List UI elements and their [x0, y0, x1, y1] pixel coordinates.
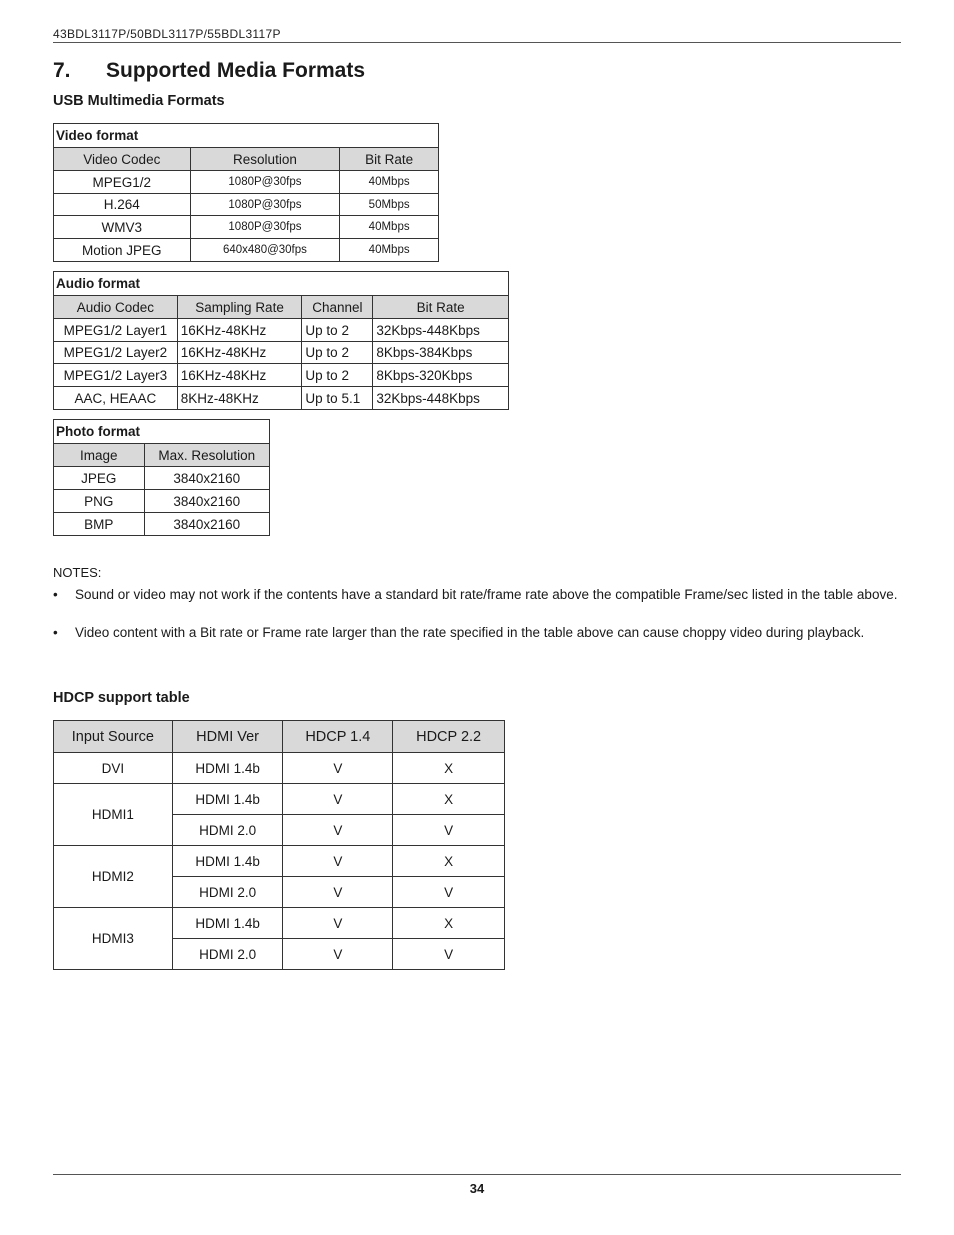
audio-format-table	[53, 271, 509, 410]
table-cell: AAC, HEAAC	[54, 387, 178, 410]
table-cell: V	[283, 815, 393, 846]
column-header: Channel	[302, 296, 373, 319]
table-cell: 8KHz-48KHz	[177, 387, 302, 410]
column-header: Audio Codec	[54, 296, 178, 319]
table-row	[54, 387, 509, 410]
header-divider	[53, 42, 901, 43]
table-row	[54, 194, 439, 216]
table-cell: H.264	[54, 194, 191, 216]
table-cell: V	[393, 877, 505, 908]
table-cell: V	[283, 753, 393, 784]
input-source-cell: DVI	[54, 753, 173, 784]
table-cell: HDMI 2.0	[172, 815, 283, 846]
table-cell: 3840x2160	[144, 490, 269, 513]
table-cell: V	[283, 846, 393, 877]
table-cell: X	[393, 753, 505, 784]
table-cell: BMP	[54, 513, 145, 536]
column-header: Video Codec	[54, 148, 191, 171]
bullet-marker: •	[53, 587, 58, 602]
table-cell: Up to 2	[302, 319, 373, 342]
table-cell: 1080P@30fps	[190, 216, 340, 239]
table-row	[54, 319, 509, 342]
table-row	[54, 171, 439, 194]
video-format-table	[53, 123, 439, 262]
table-cell: 40Mbps	[340, 171, 439, 194]
table-row	[54, 513, 270, 536]
table-row	[54, 784, 505, 815]
table-row	[54, 908, 505, 939]
table-cell: 16KHz-48KHz	[177, 364, 302, 387]
table-row	[54, 846, 505, 877]
table-cell: V	[283, 784, 393, 815]
table-cell: V	[393, 939, 505, 970]
table-cell: MPEG1/2 Layer3	[54, 364, 178, 387]
table-cell: V	[283, 877, 393, 908]
table-cell: 8Kbps-320Kbps	[373, 364, 509, 387]
table-row	[54, 490, 270, 513]
table-cell: HDMI 2.0	[172, 877, 283, 908]
table-row	[54, 216, 439, 239]
bullet-marker: •	[53, 625, 58, 640]
table-cell: 16KHz-48KHz	[177, 342, 302, 364]
table-cell: HDMI 1.4b	[172, 784, 283, 815]
table-cell: MPEG1/2 Layer1	[54, 319, 178, 342]
page-number: 34	[469, 1181, 485, 1196]
input-source-cell: HDMI1	[54, 784, 173, 846]
hdcp-heading: HDCP support table	[53, 690, 190, 706]
table-cell: 1080P@30fps	[190, 171, 340, 194]
table-cell: 32Kbps-448Kbps	[373, 387, 509, 410]
table-cell: HDMI 2.0	[172, 939, 283, 970]
table-row	[54, 342, 509, 364]
table-cell: V	[283, 939, 393, 970]
note-text: Video content with a Bit rate or Frame rate larger than the rate specified in the table above can cause choppy video during playback.	[75, 625, 865, 640]
notes-label: NOTES:	[53, 565, 102, 580]
table-cell: 16KHz-48KHz	[177, 319, 302, 342]
column-header: Input Source	[54, 721, 173, 753]
column-header: HDCP 2.2	[393, 721, 505, 753]
column-header: HDMI Ver	[172, 721, 283, 753]
photo-format-table	[53, 419, 270, 536]
table-row	[54, 753, 505, 784]
footer-divider	[53, 1174, 901, 1175]
table-cell: HDMI 1.4b	[172, 753, 283, 784]
table-cell: HDMI 1.4b	[172, 908, 283, 939]
table-cell: 1080P@30fps	[190, 194, 340, 216]
table-row	[54, 239, 439, 262]
column-header: Bit Rate	[340, 148, 439, 171]
table-cell: 40Mbps	[340, 216, 439, 239]
video-format-caption: Video format	[54, 124, 439, 148]
table-cell: X	[393, 846, 505, 877]
input-source-cell: HDMI3	[54, 908, 173, 970]
hdcp-support-table	[53, 720, 505, 970]
input-source-cell: HDMI2	[54, 846, 173, 908]
table-cell: MPEG1/2 Layer2	[54, 342, 178, 364]
table-cell: 3840x2160	[144, 513, 269, 536]
table-cell: V	[283, 908, 393, 939]
column-header: Bit Rate	[373, 296, 509, 319]
table-cell: HDMI 1.4b	[172, 846, 283, 877]
table-cell: Up to 2	[302, 342, 373, 364]
table-cell: MPEG1/2	[54, 171, 191, 194]
column-header: Max. Resolution	[144, 444, 269, 467]
table-cell: WMV3	[54, 216, 191, 239]
table-cell: 32Kbps-448Kbps	[373, 319, 509, 342]
table-cell: PNG	[54, 490, 145, 513]
document-model-header: 43BDL3117P/50BDL3117P/55BDL3117P	[53, 27, 281, 41]
table-cell: JPEG	[54, 467, 145, 490]
table-cell: 3840x2160	[144, 467, 269, 490]
table-cell: V	[393, 815, 505, 846]
note-text: Sound or video may not work if the contents have a standard bit rate/frame rate above the compatible Frame/sec listed in the table above.	[75, 587, 898, 602]
column-header: Sampling Rate	[177, 296, 302, 319]
audio-format-caption: Audio format	[54, 272, 509, 296]
section-title	[53, 59, 365, 83]
note-item	[53, 586, 901, 603]
table-cell: Up to 5.1	[302, 387, 373, 410]
column-header: Resolution	[190, 148, 340, 171]
usb-formats-heading: USB Multimedia Formats	[53, 93, 225, 109]
column-header: Image	[54, 444, 145, 467]
section-number: 7.	[53, 59, 71, 82]
table-cell: X	[393, 908, 505, 939]
table-row	[54, 467, 270, 490]
column-header: HDCP 1.4	[283, 721, 393, 753]
photo-format-caption: Photo format	[54, 420, 270, 444]
table-cell: 40Mbps	[340, 239, 439, 262]
table-row	[54, 364, 509, 387]
table-cell: 640x480@30fps	[190, 239, 340, 262]
section-title-text: Supported Media Formats	[106, 59, 366, 82]
table-cell: X	[393, 784, 505, 815]
table-cell: Motion JPEG	[54, 239, 191, 262]
table-cell: Up to 2	[302, 364, 373, 387]
table-cell: 50Mbps	[340, 194, 439, 216]
table-cell: 8Kbps-384Kbps	[373, 342, 509, 364]
note-item	[53, 624, 901, 641]
